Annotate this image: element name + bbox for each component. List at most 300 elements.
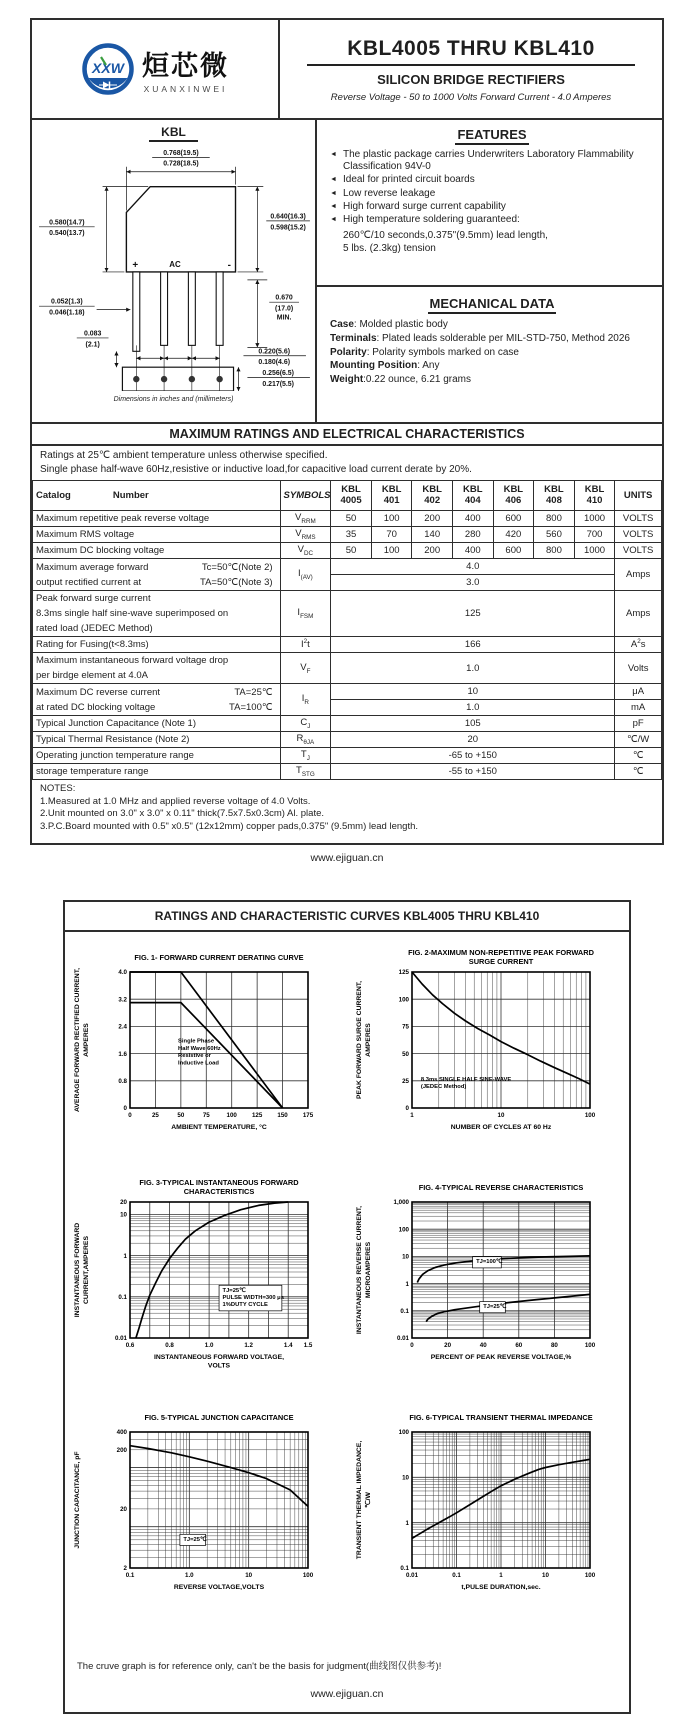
fig6-transient-thermal-impedance (347, 1404, 629, 1610)
svg-text:10: 10 (542, 1572, 549, 1579)
svg-text:0.01: 0.01 (114, 1335, 127, 1343)
value-cell: 400 (452, 543, 493, 559)
svg-text:20: 20 (120, 1199, 127, 1207)
row-symbol: $I_{FSM}$ (280, 591, 331, 637)
package-outline-diagram (32, 141, 317, 391)
value-cell: 50 (331, 511, 372, 527)
ratings-condition-1: Ratings at 25℃ ambient temperature unless otherwise specified. (40, 450, 328, 461)
dim-row-min: 0.217(5.5) (262, 381, 294, 389)
fig4-reverse-characteristics (347, 1174, 629, 1380)
mech-line (330, 332, 654, 346)
col-model: KBL 401 (371, 481, 412, 511)
svg-text:TJ=25℃: TJ=25℃ (222, 1287, 246, 1294)
svg-text:0.8: 0.8 (118, 1078, 127, 1085)
page1-footer-url: www.ejiguan.cn (310, 852, 384, 864)
value-cell: 560 (534, 527, 575, 543)
title-block (280, 20, 662, 118)
table-row-ir (33, 684, 662, 700)
bullet-arrow-icon: ◄ (330, 215, 337, 223)
polarity-minus-mark: - (227, 259, 231, 271)
reference-disclaimer: The cruve graph is for reference only, can't be the basis for judgment(曲线图仅供参考)! (77, 1661, 442, 1672)
dim-left-min: 0.540(13.7) (49, 230, 85, 238)
unit-cell: ℃ (615, 748, 662, 764)
package-and-features-row (32, 120, 662, 424)
dim-right-max: 0.640(16.3) (270, 213, 306, 221)
svg-text:CURRENT,AMPERES: CURRENT,AMPERES (83, 1236, 90, 1304)
row-label: Rating for Fusing(t<8.3ms) (33, 637, 281, 653)
catalog-label: Catalog (36, 490, 71, 501)
notes-section (32, 780, 662, 836)
svg-text:AMPERES: AMPERES (83, 1023, 90, 1057)
svg-text:10: 10 (120, 1211, 127, 1219)
value-cell: 105 (331, 716, 615, 732)
svg-text:0.6: 0.6 (125, 1342, 135, 1349)
part-number-title: KBL4005 THRU KBL410 (347, 37, 595, 60)
note-line: 2.Unit mounted on 3.0" x 3.0" x 0.11" thick(7.5x7.5x0.3cm) Al. plate. (40, 808, 325, 820)
col-catalog-number (33, 481, 281, 511)
dimensions-caption: Dimensions in inches and (millimeters) (113, 396, 234, 403)
unit-cell: Amps (615, 591, 662, 637)
features-title: FEATURES (455, 127, 528, 145)
table-row-tj (33, 748, 662, 764)
svg-text:℃/W: ℃/W (365, 1492, 372, 1508)
fig5-chart (66, 1404, 346, 1610)
svg-text:150: 150 (277, 1112, 288, 1119)
svg-text:0.1: 0.1 (452, 1572, 461, 1579)
svg-text:10: 10 (402, 1474, 409, 1482)
table-row-i2t (33, 637, 662, 653)
table-header-row (33, 481, 662, 511)
value-cell: 125 (331, 591, 615, 637)
feature-item (330, 214, 654, 226)
mech-label: Mounting Position (330, 360, 418, 372)
mechanical-title: MECHANICAL DATA (428, 296, 557, 314)
row-symbol: $V_{RRM}$ (280, 511, 331, 527)
table-row-vdc (33, 543, 662, 559)
col-model: KBL 402 (412, 481, 453, 511)
fig3-chart (66, 1174, 346, 1380)
dim-lead-width-max: 0.052(1.3) (51, 298, 83, 306)
page2-footer-url: www.ejiguan.cn (310, 1688, 384, 1700)
ratings-section-heading: MAXIMUM RATINGS AND ELECTRICAL CHARACTERISTICS (32, 424, 662, 446)
company-logo-icon (81, 42, 135, 96)
svg-text:1%DUTY CYCLE: 1%DUTY CYCLE (222, 1302, 268, 1309)
svg-text:PULSE WIDTH=300 μs: PULSE WIDTH=300 μs (222, 1294, 284, 1301)
col-model: KBL 410 (574, 481, 615, 511)
value-cell: -65 to +150 (331, 748, 615, 764)
value-cell: 700 (574, 527, 615, 543)
col-model: KBL 408 (534, 481, 575, 511)
unit-cell: ℃/W (615, 732, 662, 748)
col-model: KBL 406 (493, 481, 534, 511)
svg-text:100: 100 (302, 1572, 314, 1579)
svg-text:50: 50 (402, 1050, 409, 1058)
row-label: storage temperature range (33, 764, 281, 780)
svg-text:100: 100 (398, 1429, 409, 1437)
feature-item (330, 201, 654, 213)
brand-name-chinese: 烜芯微 (142, 51, 229, 81)
table-row-cj (33, 716, 662, 732)
unit-cell: Volts (615, 653, 662, 684)
svg-text:1.0: 1.0 (204, 1342, 214, 1349)
row-symbol: $C_J$ (280, 716, 331, 732)
row-symbol: $I^2t$ (280, 637, 331, 653)
ratings-conditions (32, 446, 662, 480)
svg-text:75: 75 (402, 1023, 409, 1031)
figures-grid (65, 932, 629, 1634)
mechanical-heading (330, 296, 654, 311)
row-symbol: $V_{DC}$ (280, 543, 331, 559)
dim-lead-length-min: MIN. (276, 314, 292, 322)
svg-text:CHARACTERISTICS: CHARACTERISTICS (183, 1187, 255, 1196)
value-cell: 600 (493, 543, 534, 559)
brand-name-english: XUANXINWEI (143, 84, 228, 94)
svg-text:Resistive or: Resistive or (178, 1053, 211, 1060)
table-row-vf (33, 653, 662, 684)
unit-cell: pF (615, 716, 662, 732)
ac-mark: AC (169, 259, 181, 269)
fig1-forward-current-derating (65, 944, 347, 1150)
svg-text:FIG. 5-TYPICAL JUNCTION CAPACI: FIG. 5-TYPICAL JUNCTION CAPACITANCE (144, 1413, 294, 1422)
value-cell: -55 to +150 (331, 764, 615, 780)
features-section (317, 120, 662, 287)
dim-lead-length-mm: (17.0) (275, 305, 294, 313)
row-symbol: $I_{(AV)}$ (280, 559, 331, 591)
svg-text:0: 0 (405, 1105, 409, 1113)
ratings-tagline: Reverse Voltage - 50 to 1000 Volts Forward Current - 4.0 Amperes (330, 92, 612, 103)
header (32, 20, 662, 120)
features-mechanical-column (317, 120, 662, 422)
mechanical-data-section (317, 287, 662, 422)
value-cell: 100 (371, 511, 412, 527)
row-label: Maximum DC reverse current TA=25℃ at rated DC blocking voltage TA=100℃ (33, 684, 281, 716)
fig2-peak-forward-surge-current (347, 944, 629, 1150)
value-cell: 1.0 (331, 653, 615, 684)
svg-text:0.1: 0.1 (125, 1572, 135, 1579)
curves-section-heading: RATINGS AND CHARACTERISTIC CURVES KBL4005 THRU KBL410 (65, 902, 629, 932)
svg-text:AVERAGE FORWARD RECTIFIED CURR: AVERAGE FORWARD RECTIFIED CURRENT, (74, 968, 81, 1112)
fig4-plot (356, 1183, 596, 1361)
svg-text:0.01: 0.01 (396, 1335, 409, 1343)
value-cell: 800 (534, 543, 575, 559)
value-cell: 4.0 (331, 559, 615, 575)
fig1-plot (74, 953, 314, 1131)
dim-offset: 0.083 (83, 330, 102, 338)
svg-text:FIG. 3-TYPICAL INSTANTANEOUS F: FIG. 3-TYPICAL INSTANTANEOUS FORWARD (139, 1178, 299, 1187)
svg-text:25: 25 (402, 1078, 409, 1085)
unit-cell: mA (615, 700, 662, 716)
value-cell: 35 (331, 527, 372, 543)
mech-label: Weight (330, 374, 364, 386)
svg-text:40: 40 (479, 1342, 487, 1349)
svg-text:20: 20 (444, 1342, 452, 1349)
svg-text:25: 25 (151, 1112, 159, 1119)
value-cell: 200 (412, 511, 453, 527)
dim-right-min: 0.598(15.2) (270, 224, 306, 232)
mech-line (330, 359, 654, 373)
svg-text:50: 50 (177, 1112, 185, 1119)
svg-text:0.01: 0.01 (405, 1572, 419, 1579)
bullet-arrow-icon: ◄ (330, 176, 337, 184)
value-cell: 166 (331, 637, 615, 653)
features-heading (330, 127, 654, 142)
dim-top-min: 0.728(18.5) (163, 160, 199, 168)
svg-text:TRANSIENT THERMAL IMPEDANCE,: TRANSIENT THERMAL IMPEDANCE, (356, 1440, 363, 1560)
svg-text:80: 80 (550, 1342, 558, 1349)
svg-text:PEAK FORWARD SURGE CURRENT,: PEAK FORWARD SURGE CURRENT, (356, 980, 363, 1100)
mech-line (330, 346, 654, 360)
svg-text:1: 1 (123, 1252, 127, 1260)
svg-text:1: 1 (405, 1519, 409, 1527)
table-row-rthja (33, 732, 662, 748)
svg-text:1: 1 (410, 1112, 414, 1119)
svg-text:0.8: 0.8 (165, 1342, 174, 1349)
fig2-chart (348, 944, 628, 1150)
value-cell: 70 (371, 527, 412, 543)
svg-text:125: 125 (398, 969, 409, 977)
svg-text:10: 10 (245, 1572, 253, 1579)
value-cell: 600 (493, 511, 534, 527)
unit-cell: VOLTS (615, 527, 662, 543)
svg-text:60: 60 (515, 1342, 523, 1349)
feature-text: Low reverse leakage (343, 187, 436, 199)
table-row-vrms (33, 527, 662, 543)
dim-top-max: 0.768(19.5) (163, 149, 199, 157)
svg-text:0: 0 (123, 1105, 127, 1113)
value-cell: 1000 (574, 543, 615, 559)
svg-text:0.1: 0.1 (118, 1294, 127, 1302)
svg-text:100: 100 (584, 1572, 596, 1579)
title-divider (307, 64, 636, 66)
svg-text:t,PULSE DURATION,sec.: t,PULSE DURATION,sec. (461, 1584, 541, 1591)
value-cell: 3.0 (331, 575, 615, 591)
soldering-condition-line: 260℃/10 seconds,0.375"(9.5mm) lead length, (343, 230, 548, 242)
value-cell: 100 (371, 543, 412, 559)
row-symbol: $V_F$ (280, 653, 331, 684)
dim-row-max: 0.256(6.5) (262, 370, 294, 378)
svg-text:100: 100 (226, 1112, 237, 1119)
svg-text:PERCENT OF PEAK REVERSE VOLTAG: PERCENT OF PEAK REVERSE VOLTAGE,% (430, 1354, 572, 1361)
svg-text:REVERSE VOLTAGE,VOLTS: REVERSE VOLTAGE,VOLTS (173, 1584, 265, 1591)
ratings-table (32, 480, 662, 780)
row-label: Maximum repetitive peak reverse voltage (33, 511, 281, 527)
row-label: Operating junction temperature range (33, 748, 281, 764)
dim-lead-length: 0.670 (275, 294, 293, 302)
value-cell: 1000 (574, 511, 615, 527)
row-symbol: $I_R$ (280, 684, 331, 716)
dim-left-max: 0.580(14.7) (49, 219, 85, 227)
unit-cell: VOLTS (615, 543, 662, 559)
bullet-arrow-icon: ◄ (330, 189, 337, 197)
row-symbol: $T_{STG}$ (280, 764, 331, 780)
table-row-iav (33, 559, 662, 575)
notes-title: NOTES: (40, 783, 76, 794)
mech-line (330, 318, 654, 332)
datasheet-page-2 (63, 900, 631, 1714)
svg-text:125: 125 (251, 1112, 263, 1119)
table-row-tstg (33, 764, 662, 780)
svg-text:200: 200 (116, 1446, 127, 1454)
feature-text: The plastic package carries Underwriters Laboratory Flammability Classification 94V-0 (343, 149, 634, 173)
svg-text:Inductive Load: Inductive Load (178, 1060, 219, 1067)
svg-text:Single Phase: Single Phase (178, 1038, 215, 1045)
bullet-arrow-icon: ◄ (330, 202, 337, 210)
fig3-plot (74, 1178, 313, 1370)
row-label: Maximum average forward Tc=50℃(Note 2) output rectified current at TA=50℃(Note 3) (33, 559, 281, 591)
row-label: Typical Junction Capacitance (Note 1) (33, 716, 281, 732)
svg-text:1.4: 1.4 (283, 1342, 293, 1349)
svg-text:FIG. 4-TYPICAL REVERSE CHARACT: FIG. 4-TYPICAL REVERSE CHARACTERISTICS (418, 1183, 584, 1192)
dim-offset-mm: (2.1) (85, 341, 100, 349)
svg-text:100: 100 (584, 1342, 596, 1349)
svg-text:3.2: 3.2 (118, 996, 127, 1004)
svg-text:20: 20 (120, 1506, 127, 1514)
fig1-chart (66, 944, 346, 1150)
svg-text:FIG. 6-TYPICAL TRANSIENT THERM: FIG. 6-TYPICAL TRANSIENT THERMAL IMPEDANCE (409, 1413, 593, 1422)
note-line: 3.P.C.Board mounted with 0.5" x0.5" (12x12mm) copper pads,0.375" (9.5mm) lead length. (40, 820, 419, 832)
value-cell: 10 (331, 684, 615, 700)
svg-text:INSTANTANEOUS FORWARD VOLTAGE,: INSTANTANEOUS FORWARD VOLTAGE, (153, 1354, 285, 1361)
svg-text:AMPERES: AMPERES (365, 1023, 372, 1057)
row-label: Peak forward surge current 8.3ms single half sine-wave superimposed on rated load (JEDEC Method) (33, 591, 281, 637)
row-label: Maximum instantaneous forward voltage drop per birdge element at 4.0A (33, 653, 281, 684)
svg-text:400: 400 (116, 1429, 127, 1437)
svg-text:TJ=100℃: TJ=100℃ (476, 1259, 503, 1266)
svg-text:1: 1 (499, 1572, 503, 1579)
package-diagram-cell (32, 120, 317, 422)
logo-cell (32, 20, 280, 118)
note-line: 1.Measured at 1.0 MHz and applied reverse voltage of 4.0 Volts. (40, 795, 311, 807)
bullet-arrow-icon: ◄ (330, 151, 337, 158)
unit-cell: $A^2s$ (615, 637, 662, 653)
value-cell: 200 (412, 543, 453, 559)
svg-text:100: 100 (584, 1112, 596, 1119)
row-symbol: $R_{\theta JA}$ (280, 732, 331, 748)
value-cell: 20 (331, 732, 615, 748)
svg-text:NUMBER OF CYCLES AT 60 Hz: NUMBER OF CYCLES AT 60 Hz (450, 1124, 552, 1131)
value-cell: 800 (534, 511, 575, 527)
svg-text:4.0: 4.0 (118, 969, 127, 977)
unit-cell: ℃ (615, 764, 662, 780)
svg-text:SURGE CURRENT: SURGE CURRENT (468, 957, 534, 966)
ratings-condition-2: Single phase half-wave 60Hz,resistive or inductive load,for capacitive load current derate by 20%. (40, 464, 472, 475)
brand-text (142, 44, 229, 94)
value-cell: 420 (493, 527, 534, 543)
mech-label: Terminals (330, 332, 377, 344)
feature-item (330, 174, 654, 186)
svg-text:75: 75 (202, 1112, 210, 1119)
value-cell: 1.0 (331, 700, 615, 716)
svg-text:MICROAMPERES: MICROAMPERES (365, 1241, 372, 1299)
device-type-subtitle: SILICON BRIDGE RECTIFIERS (377, 72, 565, 87)
feature-text: Ideal for printed circuit boards (343, 174, 475, 186)
feature-item (330, 149, 654, 173)
svg-text:1.6: 1.6 (118, 1050, 127, 1058)
table-row-vrrm (33, 511, 662, 527)
col-symbols: SYMBOLS (280, 481, 331, 511)
svg-text:0: 0 (128, 1112, 132, 1119)
row-label: Maximum DC blocking voltage (33, 543, 281, 559)
svg-text:10: 10 (402, 1253, 409, 1261)
feature-item (330, 188, 654, 200)
mech-value: : Any (417, 360, 440, 372)
unit-cell: VOLTS (615, 511, 662, 527)
fig4-chart (348, 1174, 628, 1380)
svg-text:AMBIENT TEMPERATURE, °C: AMBIENT TEMPERATURE, °C (171, 1124, 267, 1131)
fig2-plot (356, 948, 596, 1131)
fig3-instantaneous-forward-characteristics (65, 1174, 347, 1380)
fig6-plot (356, 1413, 596, 1591)
svg-text:INSTANTANEOUS REVERSE CURRENT,: INSTANTANEOUS REVERSE CURRENT, (356, 1205, 363, 1335)
svg-text:1.0: 1.0 (185, 1572, 194, 1579)
package-name-heading (32, 125, 315, 139)
mech-label: Polarity (330, 346, 367, 358)
svg-text:(JEDEC Method): (JEDEC Method) (420, 1084, 467, 1090)
svg-text:1,000: 1,000 (393, 1199, 409, 1207)
svg-text:JUNCTION CAPACITANCE, pF: JUNCTION CAPACITANCE, pF (74, 1451, 81, 1549)
svg-text:2.4: 2.4 (118, 1023, 127, 1031)
table-row-ifsm (33, 591, 662, 637)
mech-value: : Polarity symbols marked on case (366, 346, 519, 358)
mech-value: :0.22 ounce, 6.21 grams (363, 374, 472, 386)
svg-text:0.1: 0.1 (400, 1565, 409, 1573)
value-cell: 280 (452, 527, 493, 543)
svg-text:1.5: 1.5 (303, 1342, 313, 1349)
row-label: Typical Thermal Resistance (Note 2) (33, 732, 281, 748)
number-label: Number (112, 490, 149, 501)
svg-text:TJ=25℃: TJ=25℃ (483, 1304, 507, 1311)
mech-label: Case (330, 319, 354, 330)
row-label: Maximum RMS voltage (33, 527, 281, 543)
svg-text:TJ=25℃: TJ=25℃ (183, 1536, 207, 1543)
mech-value: : Molded plastic body (353, 319, 448, 330)
svg-text:8.3ms SINGLE HALF SINE-WAVE: 8.3ms SINGLE HALF SINE-WAVE (420, 1076, 512, 1083)
mech-value: : Plated leads solderable per MIL-STD-750, Method 2026 (376, 332, 630, 344)
col-model: KBL 4005 (331, 481, 372, 511)
svg-text:100: 100 (398, 996, 409, 1004)
svg-text:100: 100 (398, 1226, 409, 1234)
svg-text:0.1: 0.1 (400, 1308, 409, 1315)
fig5-junction-capacitance (65, 1404, 347, 1610)
soldering-condition-line: 5 lbs. (2.3kg) tension (343, 243, 436, 255)
col-units: UNITS (615, 481, 662, 511)
value-cell: 140 (412, 527, 453, 543)
svg-text:XXW: XXW (92, 60, 124, 76)
datasheet-page-1 (30, 18, 664, 845)
col-model: KBL 404 (452, 481, 493, 511)
polarity-plus-mark: + (132, 259, 139, 271)
fig6-chart (348, 1404, 628, 1610)
mech-line (330, 373, 654, 387)
unit-cell: Amps (615, 559, 662, 591)
package-name: KBL (149, 125, 198, 142)
svg-text:1.2: 1.2 (244, 1342, 253, 1349)
svg-text:INSTANTANEOUS FORWARD: INSTANTANEOUS FORWARD (74, 1222, 81, 1318)
fig5-plot (74, 1413, 314, 1591)
feature-text: High forward surge current capability (343, 200, 506, 212)
svg-text:FIG. 1- FORWARD CURRENT DERATI: FIG. 1- FORWARD CURRENT DERATING CURVE (134, 953, 304, 962)
dim-pitch-min: 0.180(4.6) (258, 359, 291, 367)
dim-pitch-max: 0.220(5.6) (258, 348, 291, 356)
value-cell: 50 (331, 543, 372, 559)
svg-text:10: 10 (497, 1112, 505, 1119)
dim-lead-width-min: 0.046(1.18) (49, 309, 85, 317)
unit-cell: μA (615, 684, 662, 700)
svg-text:175: 175 (302, 1112, 314, 1119)
svg-text:0: 0 (410, 1342, 414, 1349)
svg-text:Half Wave 60Hz: Half Wave 60Hz (178, 1045, 221, 1052)
svg-text:FIG. 2-MAXIMUM NON-REPETITIVE: FIG. 2-MAXIMUM NON-REPETITIVE PEAK FORWARD (408, 948, 594, 957)
